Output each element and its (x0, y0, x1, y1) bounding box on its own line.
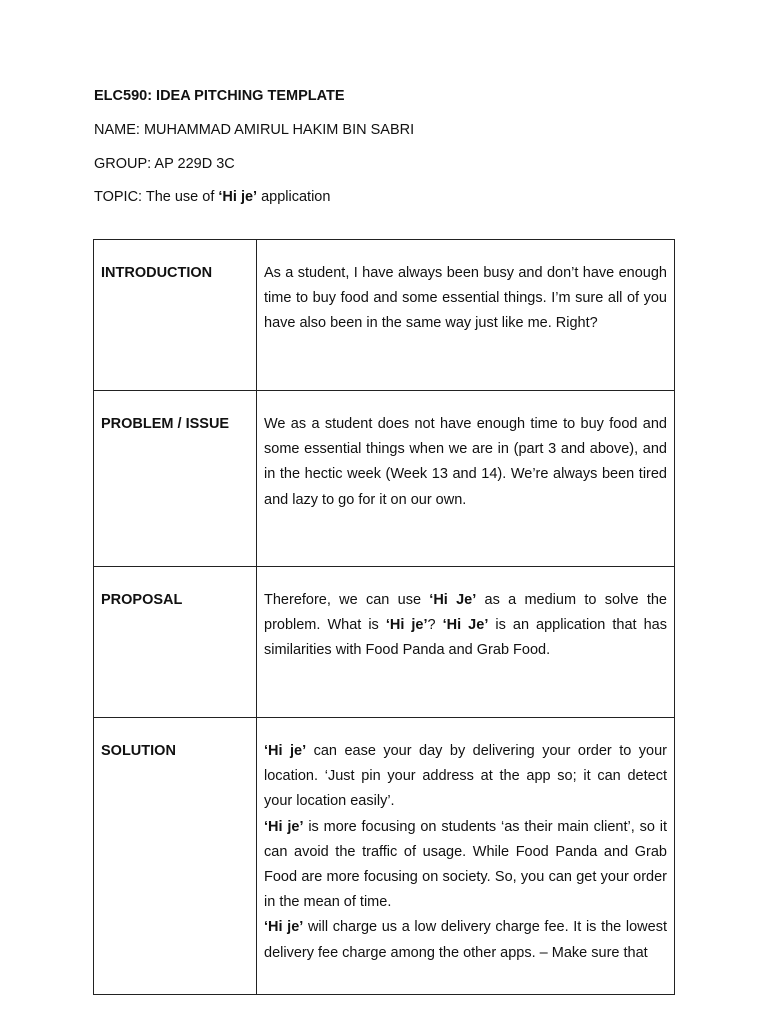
proposal-text (257, 567, 675, 718)
solution-paragraph-2 (264, 815, 667, 916)
proposal-paragraph (264, 588, 667, 664)
table-row-problem (94, 391, 675, 567)
table-row-proposal (94, 567, 675, 718)
solution-app-name-1: ‘Hi je’ (264, 743, 307, 759)
solution-paragraph-1 (264, 739, 667, 815)
introduction-text (257, 240, 675, 391)
proposal-text-1: Therefore, we can use (264, 592, 430, 608)
problem-text (257, 391, 675, 567)
proposal-app-name-1: ‘Hi Je’ (429, 592, 477, 608)
solution-paragraph-3 (264, 915, 667, 965)
table-row-solution (94, 718, 675, 995)
solution-text-1: can ease your day by delivering your order to your location. ‘Just pin your address at the app so; it can detect your location easily’. (264, 743, 667, 810)
solution-text-3: will charge us a low delivery charge fee. It is the lowest delivery fee charge among the other apps. – Make sure that (264, 919, 667, 961)
topic-app-name: ‘Hi je’ (218, 189, 258, 205)
topic-line (94, 188, 330, 206)
proposal-text-4: is an application that has similarities with Food Panda and Grab Food. (264, 617, 667, 659)
topic-prefix: TOPIC: The use of (94, 189, 219, 205)
proposal-text-2: as a medium to solve the problem. What is (264, 592, 667, 634)
proposal-text-3: ? (427, 617, 443, 634)
problem-paragraph: We as a student does not have enough time to buy food and some essential things when we are in (part 3 and above), and in the hectic week (Week 13 and 14). We’re always been tired and lazy to go for it on our own. (264, 416, 667, 508)
topic-suffix: application (257, 189, 331, 205)
solution-app-name-2: ‘Hi je’ (264, 818, 304, 835)
group-code: GROUP: AP 229D 3C (94, 156, 235, 172)
proposal-label: PROPOSAL (94, 567, 257, 718)
introduction-paragraph: As a student, I have always been busy and don’t have enough time to buy food and some essential things. I’m sure all of you have also been in the same way just like me. Right? (264, 265, 667, 332)
student-name: NAME: MUHAMMAD AMIRUL HAKIM BIN SABRI (94, 122, 415, 138)
problem-label: PROBLEM / ISSUE (94, 391, 257, 567)
solution-app-name-3: ‘Hi je’ (264, 919, 304, 936)
pitch-table (93, 239, 675, 995)
solution-label: SOLUTION (94, 718, 257, 995)
proposal-app-name-3: ‘Hi Je’ (442, 617, 489, 634)
proposal-app-name-2: ‘Hi je’ (385, 617, 428, 634)
solution-text-2: is more focusing on students ‘as their main client’, so it can avoid the traffic of usage. While Food Panda and Grab Food are more focusing on society. So, you can get your order in the mean of time. (264, 818, 668, 911)
solution-text (257, 718, 675, 995)
introduction-label: INTRODUCTION (94, 240, 257, 391)
table-row-introduction (94, 240, 675, 391)
document-title: ELC590: IDEA PITCHING TEMPLATE (94, 88, 345, 104)
